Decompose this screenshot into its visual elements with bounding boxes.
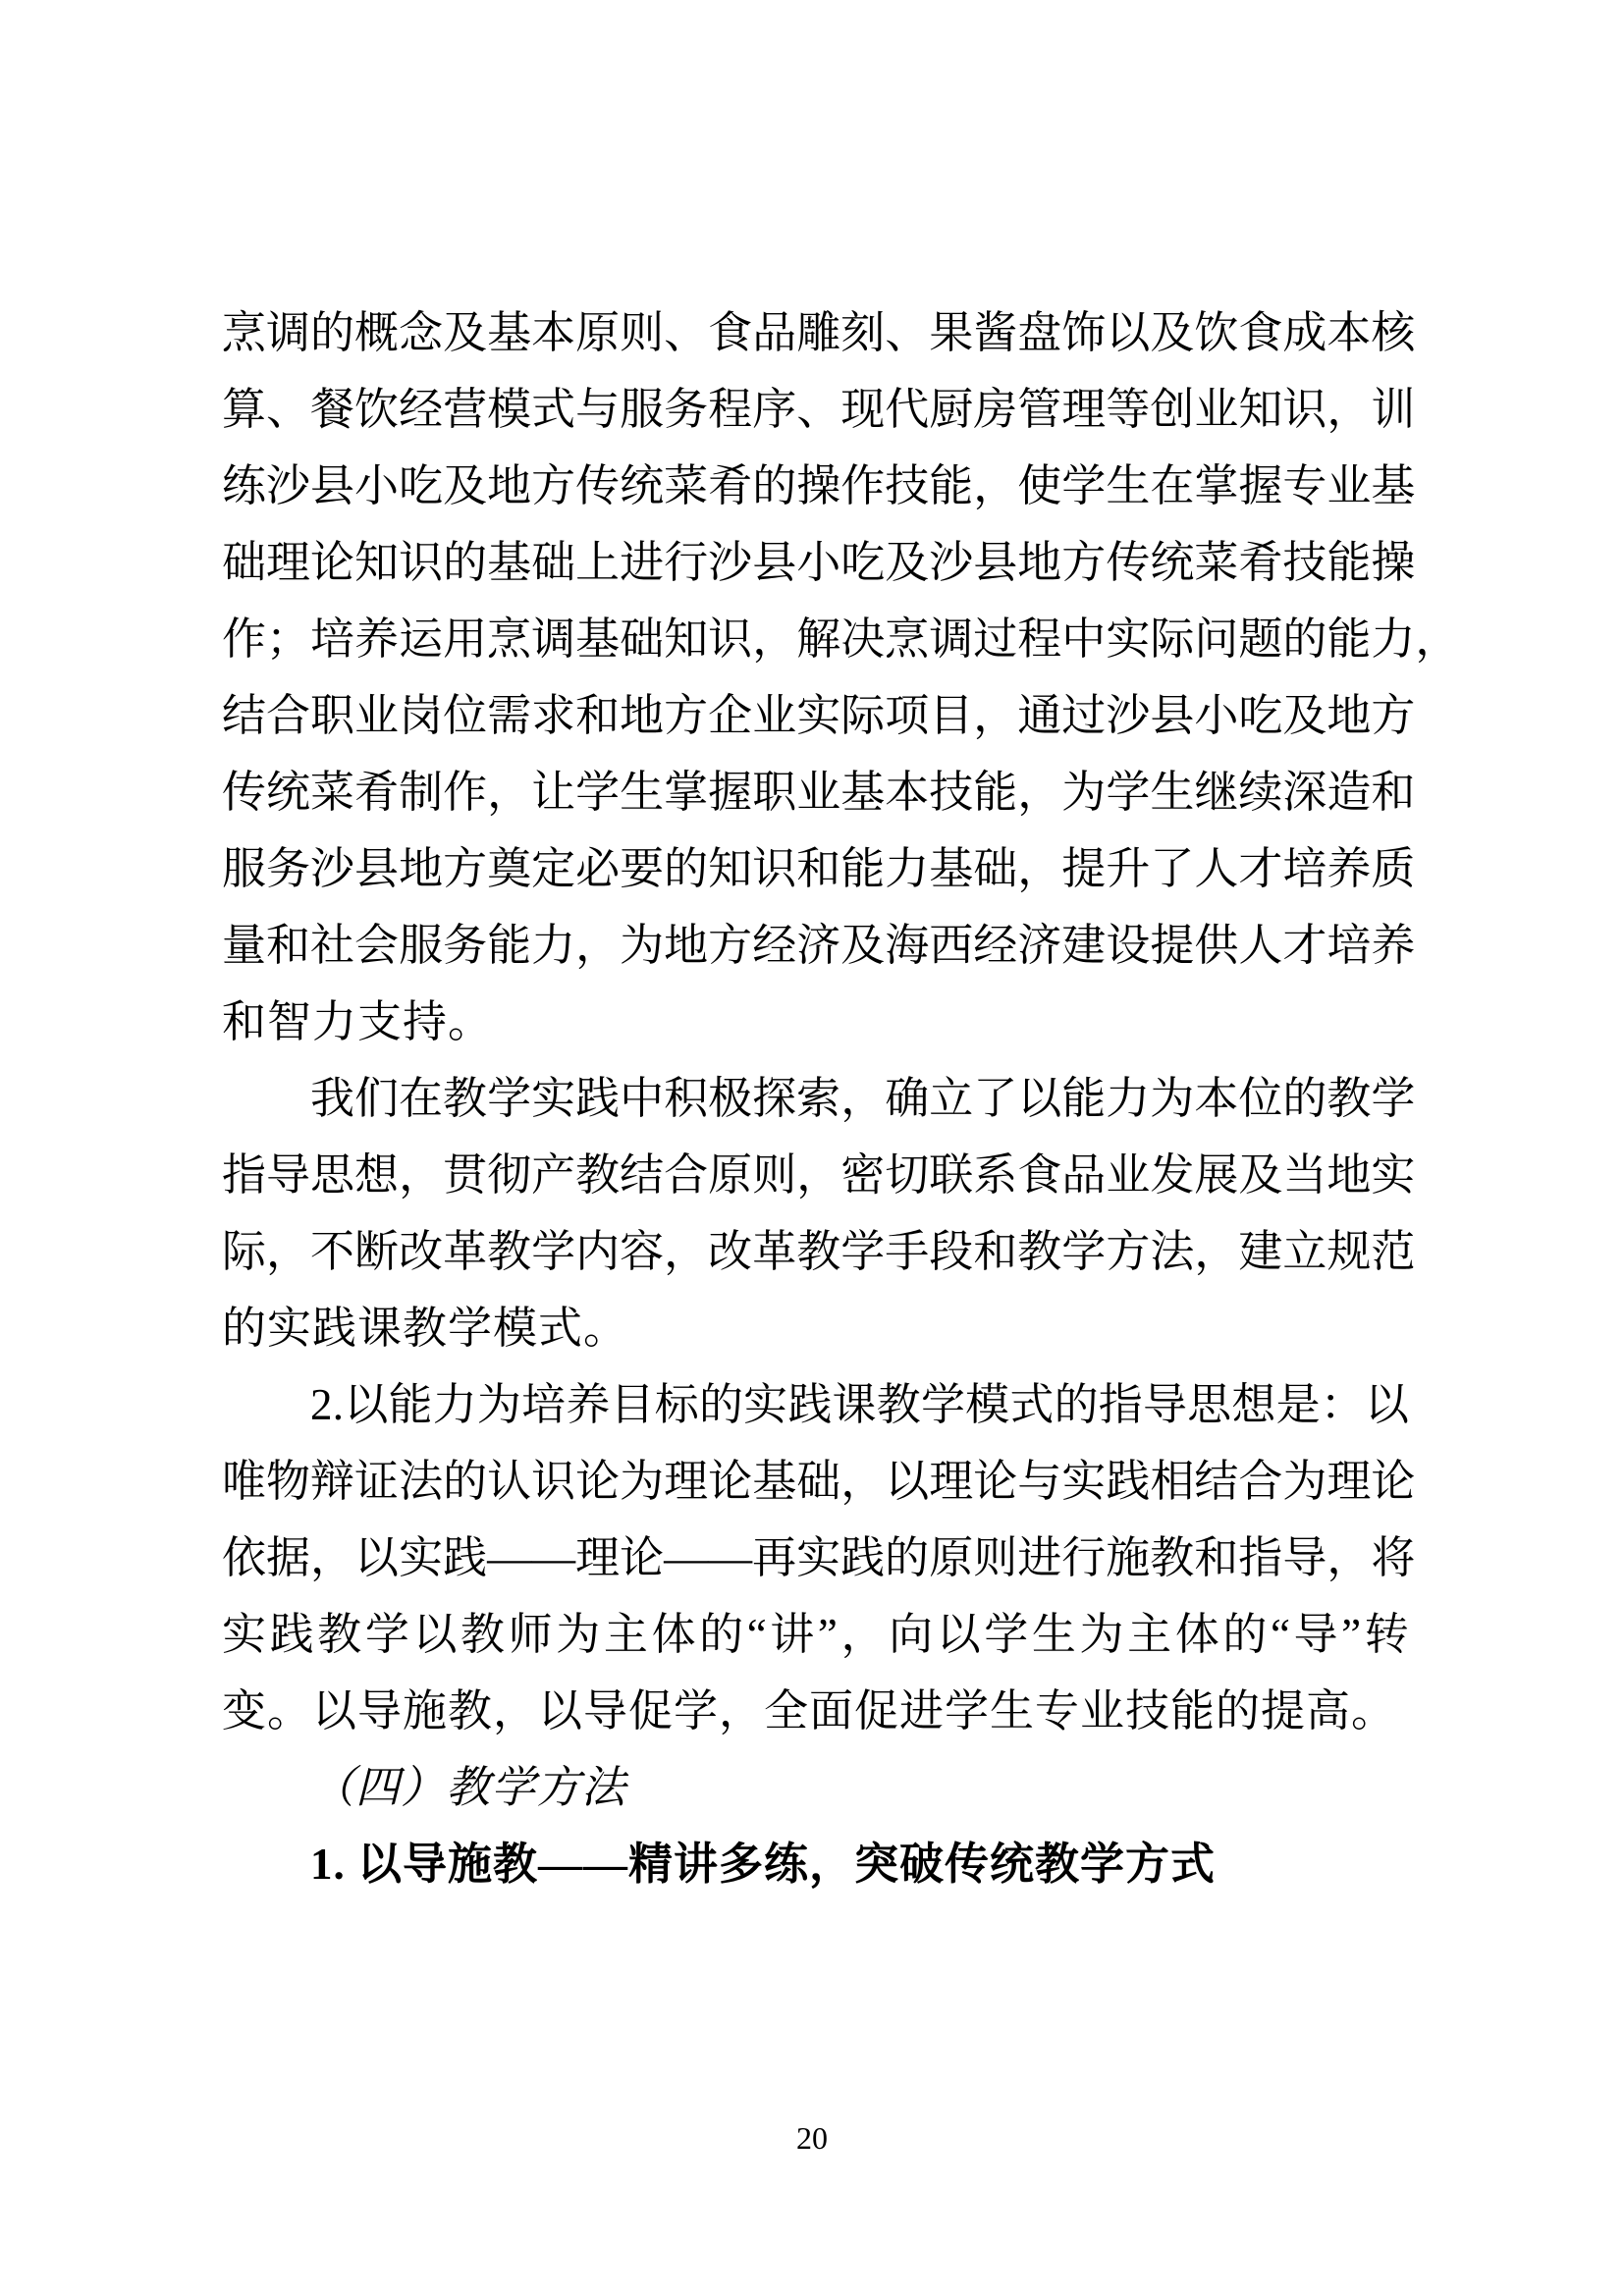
text-line: 依 据 ， 以 实 践 — — 理 论 — — 再 实 践 的 原 则 进 行 施 教 和 指 导 ， 将 (222, 1533, 1416, 1582)
text-line: 结 合 职 业 岗 位 需 求 和 地 方 企 业 实 际 项 目 ， 通 过 沙 县 小 吃 及 地 方 (222, 691, 1416, 740)
text-line: 烹 调 的 概 念 及 基 本 原 则 、 食 品 雕 刻 、 果 酱 盘 饰 以 及 饮 食 成 本 核 (222, 308, 1416, 357)
text-line: 1. 以导施教——精讲多练，突破传统教学方式 (310, 1840, 1217, 1889)
text-line: 础 理 论 知 识 的 基 础 上 进 行 沙 县 小 吃 及 沙 县 地 方 传 统 菜 肴 技 能 操 (222, 538, 1416, 587)
text-line: 际 ， 不 断 改 革 教 学 内 容 ， 改 革 教 学 手 段 和 教 学 方 法 ， 建 立 规 范 (222, 1227, 1416, 1276)
text-line: 服 务 沙 县 地 方 奠 定 必 要 的 知 识 和 能 力 基 础 ， 提 升 了 人 才 培 养 质 (222, 844, 1416, 893)
text-line: 算 、 餐 饮 经 营 模 式 与 服 务 程 序 、 现 代 厨 房 管 理 等 创 业 知 识 ， 训 (222, 385, 1416, 434)
text-line: 变。以导施教，以导促学，全面促进学生专业技能的提高。 (222, 1686, 1397, 1735)
text-line: 指 导 思 想 ， 贯 彻 产 教 结 合 原 则 ， 密 切 联 系 食 品 业 发 展 及 当 地 实 (222, 1150, 1416, 1200)
text-line: 我 们 在 教 学 实 践 中 积 极 探 索 ， 确 立 了 以 能 力 为 本 位 的 教 学 (310, 1074, 1416, 1123)
text-line: 作 ； 培 养 运 用 烹 调 基 础 知 识 ， 解 决 烹 调 过 程 中 实 际 问 题 的 能 力 ， (222, 614, 1460, 664)
text-line: 实 践 教 学 以 教 师 为 主 体 的 “ 讲 ” ， 向 以 学 生 为 主 体 的 “ 导 ” 转 (222, 1610, 1409, 1659)
page-number: 20 (796, 2120, 828, 2156)
text-line: 2 . 以 能 力 为 培 养 目 标 的 实 践 课 教 学 模 式 的 指 导 思 想 是 ： 以 (310, 1380, 1409, 1429)
text-line: 传 统 菜 肴 制 作 ， 让 学 生 掌 握 职 业 基 本 技 能 ， 为 学 生 继 续 深 造 和 (222, 768, 1416, 817)
text-line: 的实践课教学模式。 (222, 1304, 629, 1353)
text-line: （四）教学方法 (310, 1763, 627, 1812)
text-line: 量 和 社 会 服 务 能 力 ， 为 地 方 经 济 及 海 西 经 济 建 设 提 供 人 才 培 养 (222, 921, 1416, 970)
text-line: 和智力支持。 (222, 997, 494, 1046)
text-line: 唯 物 辩 证 法 的 认 识 论 为 理 论 基 础 ， 以 理 论 与 实 践 相 结 合 为 理 论 (222, 1457, 1416, 1506)
document-body (222, 294, 1460, 1902)
text-line: 练 沙 县 小 吃 及 地 方 传 统 菜 肴 的 操 作 技 能 ， 使 学 生 在 掌 握 专 业 基 (222, 461, 1416, 510)
